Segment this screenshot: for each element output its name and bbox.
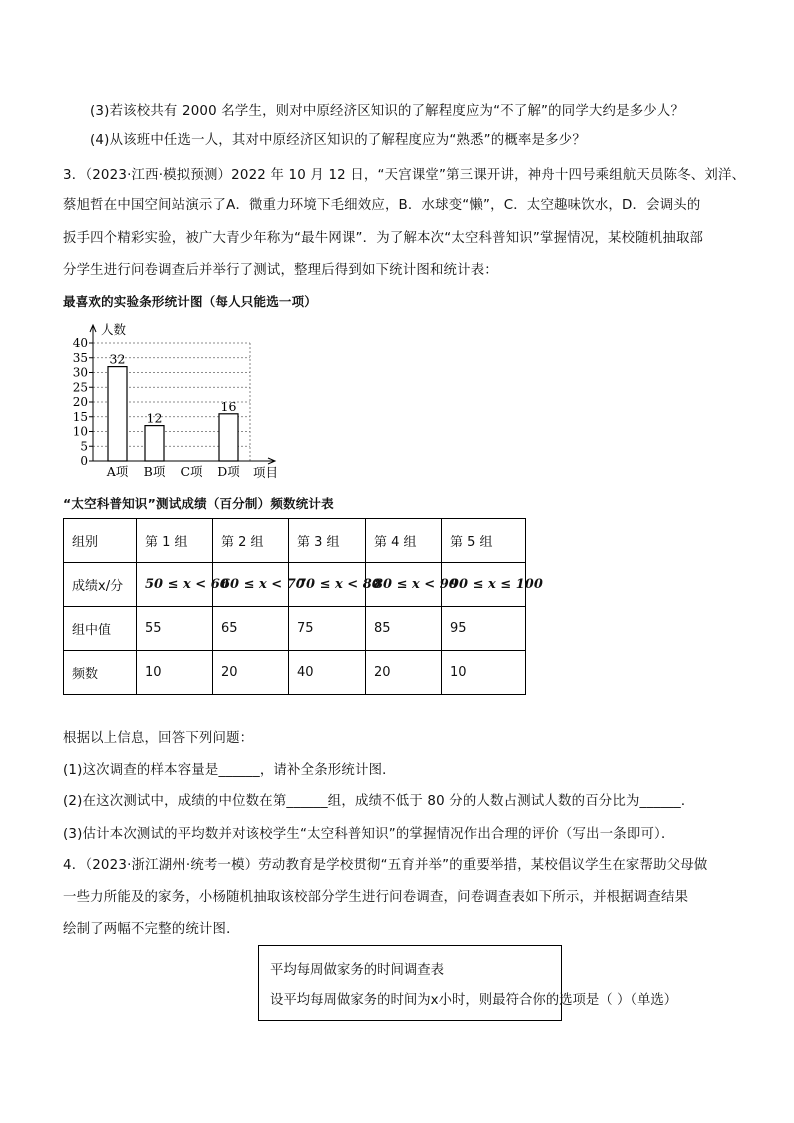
row-label: 组中值 [64,607,137,651]
table-row [64,651,526,695]
problem3-line3: 扳手四个精彩实验，被广大青少年称为“最牛网课”．为了解本次“太空科普知识”掌握情况，某校随机抽取部 [63,231,704,246]
table-cell: 90 ≤ x ≤ 100 [442,563,526,607]
table-cell: 50 ≤ x < 60 [137,563,213,607]
q3-subquestion: (3)若该校共有 2000 名学生，则对中原经济区知识的了解程度应为“不了解”的同学大约是多少人？ [90,104,685,119]
header-cell: 第 3 组 [289,519,366,563]
table-cell: 95 [442,607,526,651]
header-cell: 第 4 组 [366,519,442,563]
table-cell: 10 [442,651,526,695]
y-tick-label: 35 [72,350,88,365]
y-tick-label: 40 [72,336,88,350]
header-cell: 第 1 组 [137,519,213,563]
bar-A项 [108,367,127,461]
data-label: 32 [109,351,126,367]
x-tick-label: D项 [217,464,240,479]
y-tick-label: 20 [72,395,88,409]
table-cell: 80 ≤ x < 90 [366,563,442,607]
table-cell: 85 [366,607,442,651]
table-cell: 75 [289,607,366,651]
survey-title: 平均每周做家务的时间调查表 [270,963,445,978]
table-title: “太空科普知识”测试成绩（百分制）频数统计表 [63,496,334,511]
question-1: (1)这次调查的样本容量是______，请补全条形统计图． [63,763,396,778]
table-cell: 20 [213,651,289,695]
bar-D项 [219,414,238,461]
table-cell: 55 [137,607,213,651]
problem4-line3: 绘制了两幅不完整的统计图． [63,922,240,937]
table-cell: 65 [213,607,289,651]
table-cell: 20 [366,651,442,695]
problem4-line1: 4．（2023·浙江湖州·统考一模）劳动教育是学校贯彻“五育并举”的重要举措，某校倡议学生在家帮助父母做 [63,858,708,873]
question-3: (3)估计本次测试的平均数并对该校学生“太空科普知识”的掌握情况作出合理的评价（写出一条即可）． [63,827,675,842]
y-tick-label: 10 [72,424,88,439]
table-row [64,563,526,607]
table-cell: 70 ≤ x < 80 [289,563,366,607]
table-row [64,607,526,651]
x-tick-label: A项 [106,464,129,479]
row-label: 频数 [64,651,137,695]
row-label: 成绩x/分 [64,563,137,607]
survey-question: 设平均每周做家务的时间为x小时，则最符合你的选项是（ ）（单选） [270,993,678,1008]
header-cell: 组别 [64,519,137,563]
question-2: (2)在这次测试中，成绩的中位数在第______组，成绩不低于 80 分的人数占测试人数的百分比为______． [63,794,695,809]
frequency-table [63,518,543,695]
y-tick-label: 15 [72,409,88,424]
problem4-line2: 一些力所能及的家务，小杨随机抽取该校部分学生进行问卷调查，问卷调查表如下所示，并根据调查结果 [63,890,689,905]
x-axis-label: 项目 [253,465,279,480]
survey-box [258,945,678,1021]
x-tick-label: C项 [180,464,203,479]
y-tick-label: 30 [72,365,88,380]
answer-intro: 根据以上信息，回答下列问题： [63,731,254,746]
table-cell: 60 ≤ x < 70 [213,563,289,607]
table-header-row [64,519,526,563]
problem3-line4: 分学生进行问卷调查后并举行了测试，整理后得到如下统计图和统计表： [63,263,498,278]
header-cell: 第 2 组 [213,519,289,563]
y-tick-label: 5 [80,439,88,454]
y-tick-label: 25 [72,380,88,395]
bar-chart [60,320,300,485]
data-label: 12 [146,410,163,426]
problem3-line2: 蔡旭哲在中国空间站演示了A．微重力环境下毛细效应，B．水球变“懒”，C．太空趣味饮水，D．会调头的 [63,198,701,213]
y-tick-label: 0 [80,454,88,468]
problem3-line1: 3．（2023·江西·模拟预测）2022 年 10 月 12 日，“天宫课堂”第三课开讲，神舟十四号乘组航天员陈冬、刘洋、 [63,168,746,183]
q4-subquestion: (4)从该班中任选一人，其对中原经济区知识的了解程度应为“熟悉”的概率是多少？ [90,133,586,148]
chart-title: 最喜欢的实验条形统计图（每人只能选一项） [63,294,318,309]
data-label: 16 [220,398,237,414]
x-tick-label: B项 [143,464,166,479]
table-cell: 40 [289,651,366,695]
y-axis-label: 人数 [101,322,127,337]
bar-B项 [145,426,164,461]
table-cell: 10 [137,651,213,695]
header-cell: 第 5 组 [442,519,526,563]
